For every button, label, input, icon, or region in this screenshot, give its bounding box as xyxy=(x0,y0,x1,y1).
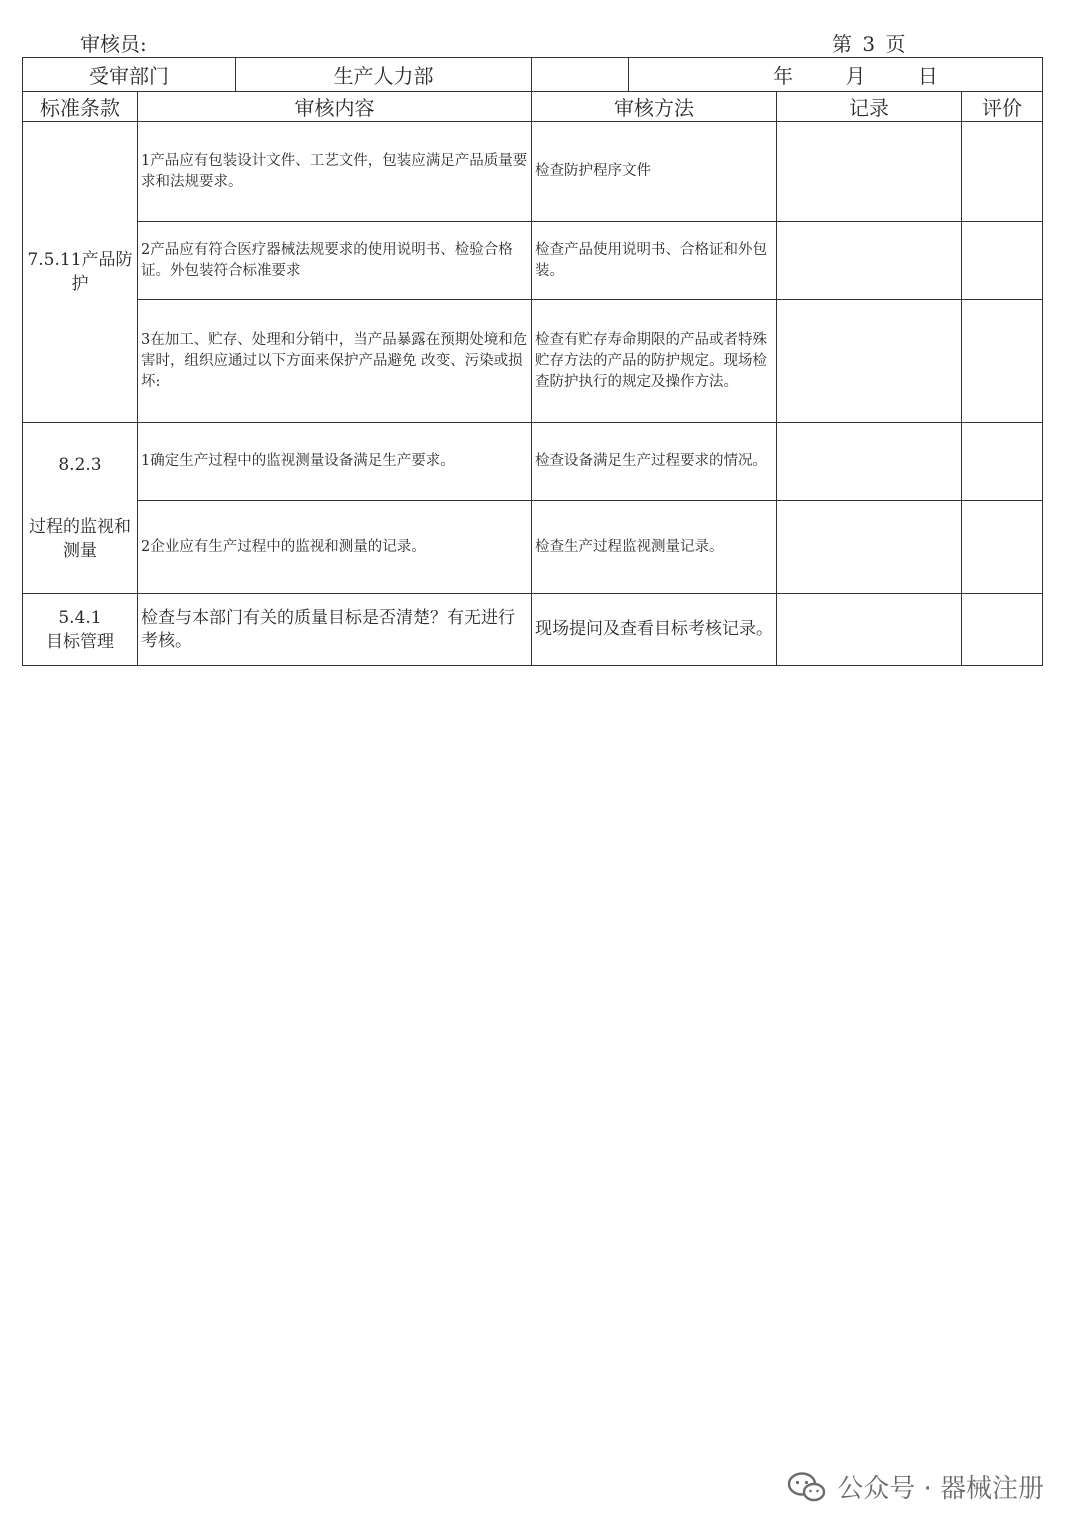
date-day: 日 xyxy=(917,64,938,88)
dept-value: 生产人力部 xyxy=(236,58,532,92)
watermark-text: 公众号 · 器械注册 xyxy=(837,1474,1044,1504)
evaluation-cell[interactable] xyxy=(962,501,1043,594)
watermark xyxy=(787,1468,1044,1505)
clause-cell xyxy=(23,594,138,666)
method-cell: 检查防护程序文件 xyxy=(532,122,777,222)
date-month: 月 xyxy=(845,64,866,88)
table-row xyxy=(23,222,1043,300)
table-row xyxy=(23,501,1043,594)
content-cell: 检查与本部门有关的质量目标是否清楚？有无进行考核。 xyxy=(138,594,532,666)
content-cell: 1产品应有包装设计文件、工艺文件，包装应满足产品质量要求和法规要求。 xyxy=(138,122,532,222)
record-cell[interactable] xyxy=(777,222,962,300)
method-cell: 检查有贮存寿命期限的产品或者特殊贮存方法的产品的防护规定。现场检查防护执行的规定及操作方法。 xyxy=(532,300,777,423)
page-number: 第 3 页 xyxy=(832,32,908,56)
clause-title: 目标管理 xyxy=(46,631,114,652)
date-cell xyxy=(629,58,1043,92)
col-record: 记录 xyxy=(777,92,962,122)
department-row xyxy=(23,58,1043,92)
content-cell: 2产品应有符合医疗器械法规要求的使用说明书、检验合格证。外包装符合标准要求 xyxy=(138,222,532,300)
audit-checklist-table xyxy=(22,57,1043,666)
record-cell[interactable] xyxy=(777,423,962,501)
blank-cell xyxy=(532,58,629,92)
col-clause: 标准条款 xyxy=(23,92,138,122)
column-header-row xyxy=(23,92,1043,122)
evaluation-cell[interactable] xyxy=(962,594,1043,666)
evaluation-cell[interactable] xyxy=(962,423,1043,501)
dept-label: 受审部门 xyxy=(23,58,236,92)
wechat-icon xyxy=(787,1471,827,1503)
clause-cell xyxy=(23,423,138,594)
record-cell[interactable] xyxy=(777,594,962,666)
record-cell[interactable] xyxy=(777,501,962,594)
evaluation-cell[interactable] xyxy=(962,222,1043,300)
evaluation-cell[interactable] xyxy=(962,122,1043,222)
method-cell: 检查生产过程监视测量记录。 xyxy=(532,501,777,594)
record-cell[interactable] xyxy=(777,300,962,423)
content-cell: 3在加工、贮存、处理和分销中，当产品暴露在预期处境和危害时，组织应通过以下方面来保护产品避免 改变、污染或损坏: xyxy=(138,300,532,423)
content-cell: 2企业应有生产过程中的监视和测量的记录。 xyxy=(138,501,532,594)
clause-title: 过程的监视和测量 xyxy=(29,517,131,561)
auditor-label: 审核员: xyxy=(80,32,147,56)
method-cell: 检查设备满足生产过程要求的情况。 xyxy=(532,423,777,501)
table-row xyxy=(23,122,1043,222)
table-row xyxy=(23,300,1043,423)
method-cell: 现场提问及查看目标考核记录。 xyxy=(532,594,777,666)
col-method: 审核方法 xyxy=(532,92,777,122)
record-cell[interactable] xyxy=(777,122,962,222)
evaluation-cell[interactable] xyxy=(962,300,1043,423)
col-evaluation: 评价 xyxy=(962,92,1043,122)
date-year: 年 xyxy=(773,64,794,88)
table-row xyxy=(23,423,1043,501)
clause-cell: 7.5.11产品防护 xyxy=(23,122,138,423)
clause-number: 8.2.3 xyxy=(58,455,102,475)
clause-number: 5.4.1 xyxy=(58,607,102,628)
table-row xyxy=(23,594,1043,666)
content-cell: 1确定生产过程中的监视测量设备满足生产要求。 xyxy=(138,423,532,501)
method-cell: 检查产品使用说明书、合格证和外包装。 xyxy=(532,222,777,300)
col-content: 审核内容 xyxy=(138,92,532,122)
